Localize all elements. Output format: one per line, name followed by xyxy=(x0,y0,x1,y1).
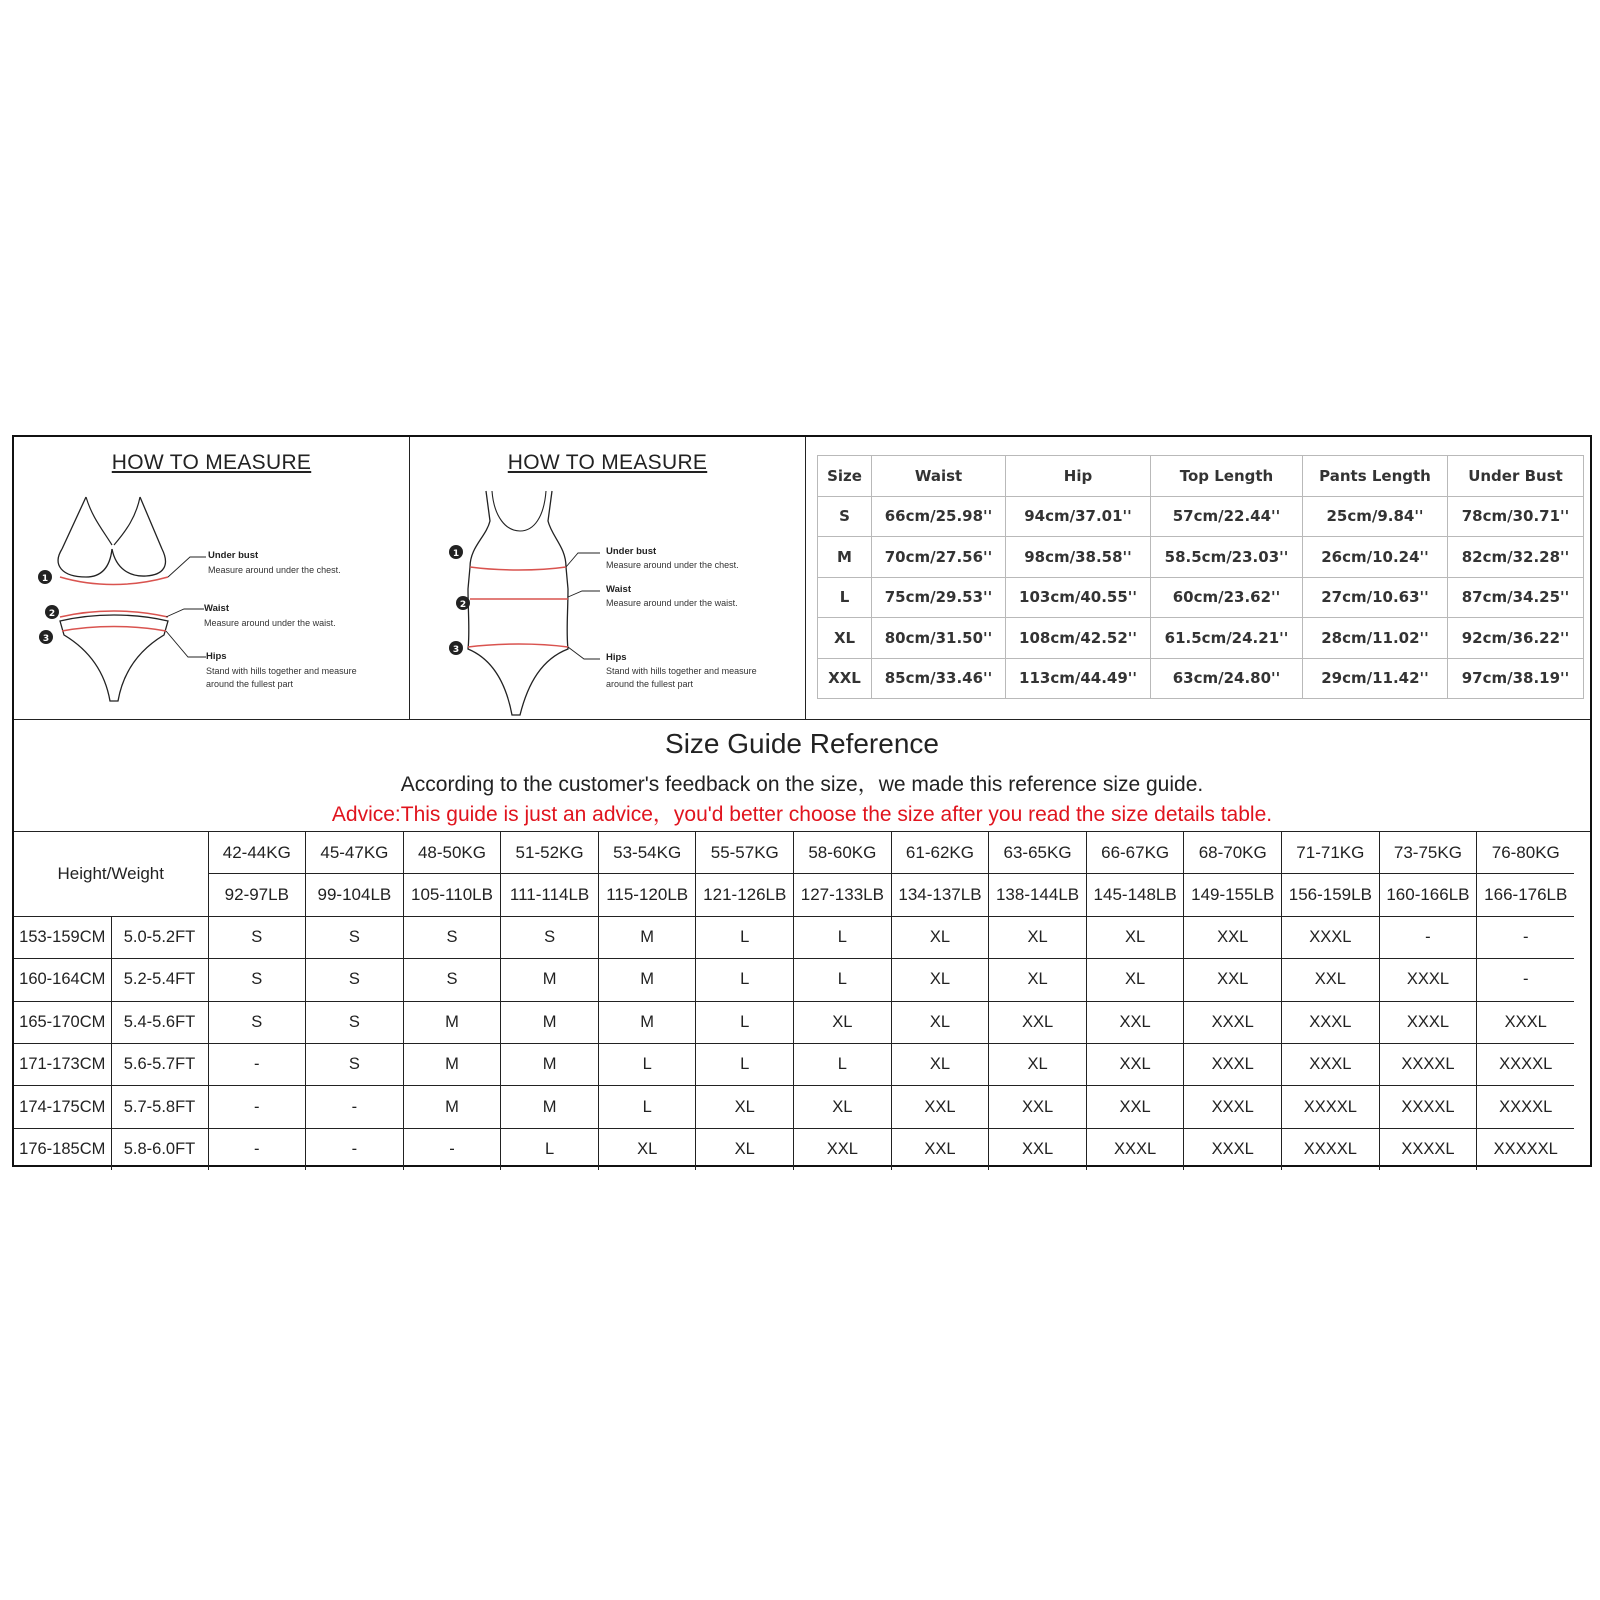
measurement-cell: 98cm/38.58'' xyxy=(1006,537,1151,578)
height-cm-cell: 153-159CM xyxy=(14,916,111,958)
size-table-header xyxy=(818,456,1584,497)
under-bust-desc: Measure around under the chest. xyxy=(606,560,739,570)
recommended-size-cell: XXXL xyxy=(1184,1001,1282,1043)
recommended-size-cell: L xyxy=(696,959,794,1001)
recommended-size-cell: XXXL xyxy=(1477,1001,1575,1043)
header-size: Size xyxy=(818,456,872,497)
measurement-cell: 61.5cm/24.21'' xyxy=(1151,618,1303,659)
measurement-cell: 82cm/32.28'' xyxy=(1448,537,1584,578)
recommended-size-cell: S xyxy=(208,1001,306,1043)
height-cm-cell: 171-173CM xyxy=(14,1043,111,1085)
under-bust-label: Under bust xyxy=(208,550,259,561)
recommended-size-cell: - xyxy=(208,1043,306,1085)
measurement-cell: 78cm/30.71'' xyxy=(1448,496,1584,537)
recommended-size-cell: XXL xyxy=(989,1128,1087,1170)
size-row xyxy=(818,577,1584,618)
weight-lb-cell: 92-97LB xyxy=(208,874,306,916)
under-bust-desc: Measure around under the chest. xyxy=(208,565,341,575)
recommended-size-cell: XL xyxy=(598,1128,696,1170)
svg-text:2: 2 xyxy=(459,600,467,610)
hips-label: Hips xyxy=(206,651,227,662)
recommended-size-cell: S xyxy=(403,916,501,958)
hips-desc: Stand with hills together and measure around the fullest part xyxy=(606,666,757,689)
weight-lb-cell: 138-144LB xyxy=(989,874,1087,916)
weight-lb-cell: 99-104LB xyxy=(306,874,404,916)
svg-text:1: 1 xyxy=(41,574,49,584)
recommended-size-cell: - xyxy=(306,1128,404,1170)
recommended-size-cell: XXL xyxy=(891,1128,989,1170)
weight-kg-cell: 48-50KG xyxy=(403,832,501,874)
recommended-size-cell: XL xyxy=(696,1086,794,1128)
recommended-size-cell: M xyxy=(598,1001,696,1043)
measurement-cell: 87cm/34.25'' xyxy=(1448,577,1584,618)
measurement-cell: 75cm/29.53'' xyxy=(872,577,1006,618)
recommended-size-cell: XXXXXL xyxy=(1477,1128,1575,1170)
height-row xyxy=(14,1001,1574,1043)
recommended-size-cell: XXXXL xyxy=(1379,1086,1477,1128)
weight-lb-row xyxy=(14,874,1574,916)
weight-kg-cell: 55-57KG xyxy=(696,832,794,874)
height-ft-cell: 5.8-6.0FT xyxy=(111,1128,208,1170)
recommended-size-cell: XXXXL xyxy=(1477,1043,1575,1085)
recommended-size-cell: XL xyxy=(891,1043,989,1085)
recommended-size-cell: S xyxy=(306,916,404,958)
weight-kg-cell: 63-65KG xyxy=(989,832,1087,874)
size-measurements-panel xyxy=(806,437,1592,719)
header-top-length: Top Length xyxy=(1151,456,1303,497)
height-ft-cell: 5.7-5.8FT xyxy=(111,1086,208,1128)
measurement-cell: 26cm/10.24'' xyxy=(1303,537,1448,578)
height-cm-cell: 176-185CM xyxy=(14,1128,111,1170)
weight-lb-cell: 121-126LB xyxy=(696,874,794,916)
recommended-size-cell: XXL xyxy=(1184,916,1282,958)
how-to-measure-bikini-panel xyxy=(14,437,410,719)
measurement-cell: 25cm/9.84'' xyxy=(1303,496,1448,537)
height-row xyxy=(14,1128,1574,1170)
header-waist: Waist xyxy=(872,456,1006,497)
recommended-size-cell: M xyxy=(501,1043,599,1085)
measurement-cell: 58.5cm/23.03'' xyxy=(1151,537,1303,578)
weight-lb-cell: 105-110LB xyxy=(403,874,501,916)
recommended-size-cell: L xyxy=(501,1128,599,1170)
measurement-cell: 92cm/36.22'' xyxy=(1448,618,1584,659)
recommended-size-cell: XL xyxy=(794,1001,892,1043)
height-weight-label: Height/Weight xyxy=(14,832,208,916)
measurement-cell: 108cm/42.52'' xyxy=(1006,618,1151,659)
recommended-size-cell: XXXXL xyxy=(1379,1043,1477,1085)
recommended-size-cell: M xyxy=(403,1086,501,1128)
recommended-size-cell: S xyxy=(306,1043,404,1085)
recommended-size-cell: - xyxy=(1379,916,1477,958)
waist-label: Waist xyxy=(606,584,631,595)
weight-kg-cell: 68-70KG xyxy=(1184,832,1282,874)
weight-kg-cell: 73-75KG xyxy=(1379,832,1477,874)
svg-text:3: 3 xyxy=(452,645,460,655)
height-ft-cell: 5.2-5.4FT xyxy=(111,959,208,1001)
header-under-bust: Under Bust xyxy=(1448,456,1584,497)
svg-text:3: 3 xyxy=(42,634,50,644)
recommended-size-cell: XL xyxy=(891,916,989,958)
recommended-size-cell: XXXL xyxy=(1379,1001,1477,1043)
recommended-size-cell: L xyxy=(794,959,892,1001)
measurement-cell: 57cm/22.44'' xyxy=(1151,496,1303,537)
recommended-size-cell: M xyxy=(501,959,599,1001)
recommended-size-cell: L xyxy=(696,1001,794,1043)
recommended-size-cell: M xyxy=(501,1086,599,1128)
how-to-measure-title: HOW TO MEASURE xyxy=(507,451,708,474)
recommended-size-cell: XXXXL xyxy=(1477,1086,1575,1128)
size-row xyxy=(818,496,1584,537)
under-bust-label: Under bust xyxy=(606,546,657,557)
recommended-size-cell: XXXL xyxy=(1282,1043,1380,1085)
height-ft-cell: 5.4-5.6FT xyxy=(111,1001,208,1043)
size-guide-advice: Advice:This guide is just an advice，you'd better choose the size after you read the size details table. xyxy=(331,803,1273,826)
hips-desc: Stand with hills together and measure around the fullest part xyxy=(206,666,357,689)
recommended-size-cell: - xyxy=(1477,916,1575,958)
weight-kg-cell: 66-67KG xyxy=(1086,832,1184,874)
recommended-size-cell: XXXL xyxy=(1379,959,1477,1001)
recommended-size-cell: S xyxy=(501,916,599,958)
recommended-size-cell: XXXL xyxy=(1282,1001,1380,1043)
height-cm-cell: 174-175CM xyxy=(14,1086,111,1128)
height-ft-cell: 5.0-5.2FT xyxy=(111,916,208,958)
recommended-size-cell: XXL xyxy=(989,1001,1087,1043)
measurement-cell: 28cm/11.02'' xyxy=(1303,618,1448,659)
height-ft-cell: 5.6-5.7FT xyxy=(111,1043,208,1085)
measurement-cell: 63cm/24.80'' xyxy=(1151,658,1303,699)
recommended-size-cell: XXL xyxy=(1184,959,1282,1001)
measurement-cell: 27cm/10.63'' xyxy=(1303,577,1448,618)
weight-lb-cell: 149-155LB xyxy=(1184,874,1282,916)
recommended-size-cell: XXXL xyxy=(1086,1128,1184,1170)
measurement-cell: 103cm/40.55'' xyxy=(1006,577,1151,618)
measurement-cell: 94cm/37.01'' xyxy=(1006,496,1151,537)
recommended-size-cell: XL xyxy=(989,1043,1087,1085)
measurement-cell: 60cm/23.62'' xyxy=(1151,577,1303,618)
measurement-cell: 70cm/27.56'' xyxy=(872,537,1006,578)
height-row xyxy=(14,916,1574,958)
weight-kg-cell: 58-60KG xyxy=(794,832,892,874)
recommended-size-cell: L xyxy=(598,1043,696,1085)
measurement-cell: 113cm/44.49'' xyxy=(1006,658,1151,699)
height-row xyxy=(14,959,1574,1001)
recommended-size-cell: XXXL xyxy=(1184,1086,1282,1128)
waist-desc: Measure around under the waist. xyxy=(606,598,738,608)
recommended-size-cell: XL xyxy=(1086,959,1184,1001)
recommended-size-cell: XXXL xyxy=(1282,916,1380,958)
weight-lb-cell: 160-166LB xyxy=(1379,874,1477,916)
recommended-size-cell: XXXXL xyxy=(1282,1086,1380,1128)
recommended-size-cell: L xyxy=(696,1043,794,1085)
measurement-cell: 97cm/38.19'' xyxy=(1448,658,1584,699)
size-label-cell: XL xyxy=(818,618,872,659)
weight-lb-cell: 111-114LB xyxy=(501,874,599,916)
weight-lb-cell: 166-176LB xyxy=(1477,874,1575,916)
weight-lb-cell: 134-137LB xyxy=(891,874,989,916)
recommended-size-cell: S xyxy=(208,916,306,958)
height-row xyxy=(14,1086,1574,1128)
recommended-size-cell: - xyxy=(306,1086,404,1128)
recommended-size-cell: XXXXL xyxy=(1379,1128,1477,1170)
recommended-size-cell: M xyxy=(403,1001,501,1043)
waist-label: Waist xyxy=(204,603,229,614)
size-label-cell: M xyxy=(818,537,872,578)
recommended-size-cell: L xyxy=(696,916,794,958)
size-measurements-table xyxy=(817,455,1584,699)
recommended-size-cell: XXXL xyxy=(1184,1128,1282,1170)
recommended-size-cell: S xyxy=(306,1001,404,1043)
weight-kg-cell: 45-47KG xyxy=(306,832,404,874)
recommended-size-cell: XXL xyxy=(1086,1086,1184,1128)
how-to-measure-onepiece-panel xyxy=(410,437,806,719)
size-row xyxy=(818,618,1584,659)
header-hip: Hip xyxy=(1006,456,1151,497)
measurement-cell: 80cm/31.50'' xyxy=(872,618,1006,659)
weight-lb-cell: 127-133LB xyxy=(794,874,892,916)
svg-text:1: 1 xyxy=(452,549,460,559)
svg-text:2: 2 xyxy=(48,609,56,619)
recommended-size-cell: XL xyxy=(891,1001,989,1043)
recommended-size-cell: L xyxy=(794,1043,892,1085)
size-guide-reference-section xyxy=(14,719,1590,832)
recommended-size-cell: S xyxy=(306,959,404,1001)
height-cm-cell: 160-164CM xyxy=(14,959,111,1001)
recommended-size-cell: XL xyxy=(1086,916,1184,958)
recommended-size-cell: XXXL xyxy=(1184,1043,1282,1085)
recommended-size-cell: XL xyxy=(696,1128,794,1170)
recommended-size-cell: - xyxy=(208,1128,306,1170)
weight-kg-cell: 51-52KG xyxy=(501,832,599,874)
recommended-size-cell: M xyxy=(403,1043,501,1085)
size-guide-description: According to the customer's feedback on the size，we made this reference size guide. xyxy=(400,773,1204,796)
size-row xyxy=(818,537,1584,578)
recommended-size-cell: - xyxy=(1477,959,1575,1001)
header-pants-length: Pants Length xyxy=(1303,456,1448,497)
size-guide-title: Size Guide Reference xyxy=(665,728,939,759)
recommended-size-cell: XXL xyxy=(891,1086,989,1128)
weight-kg-cell: 71-71KG xyxy=(1282,832,1380,874)
waist-desc: Measure around under the waist. xyxy=(204,618,336,628)
recommended-size-cell: XXL xyxy=(989,1086,1087,1128)
hips-label: Hips xyxy=(606,652,627,663)
recommended-size-cell: XXXXL xyxy=(1282,1128,1380,1170)
weight-kg-cell: 61-62KG xyxy=(891,832,989,874)
recommended-size-cell: S xyxy=(403,959,501,1001)
weight-lb-cell: 115-120LB xyxy=(598,874,696,916)
height-row xyxy=(14,1043,1574,1085)
recommended-size-cell: XXL xyxy=(1086,1043,1184,1085)
measurement-cell: 85cm/33.46'' xyxy=(872,658,1006,699)
recommended-size-cell: XL xyxy=(989,916,1087,958)
measurement-cell: 66cm/25.98'' xyxy=(872,496,1006,537)
how-to-measure-title: HOW TO MEASURE xyxy=(111,451,312,474)
recommended-size-cell: M xyxy=(501,1001,599,1043)
size-label-cell: L xyxy=(818,577,872,618)
recommended-size-cell: M xyxy=(598,959,696,1001)
weight-lb-cell: 156-159LB xyxy=(1282,874,1380,916)
size-label-cell: S xyxy=(818,496,872,537)
height-cm-cell: 165-170CM xyxy=(14,1001,111,1043)
recommended-size-cell: XXL xyxy=(794,1128,892,1170)
weight-kg-row xyxy=(14,832,1574,874)
weight-lb-cell: 145-148LB xyxy=(1086,874,1184,916)
weight-kg-cell: 42-44KG xyxy=(208,832,306,874)
size-label-cell: XXL xyxy=(818,658,872,699)
height-weight-reference-table xyxy=(14,832,1574,1170)
recommended-size-cell: XXL xyxy=(1282,959,1380,1001)
measurement-cell: 29cm/11.42'' xyxy=(1303,658,1448,699)
weight-kg-cell: 53-54KG xyxy=(598,832,696,874)
recommended-size-cell: XXL xyxy=(1086,1001,1184,1043)
recommended-size-cell: L xyxy=(794,916,892,958)
recommended-size-cell: S xyxy=(208,959,306,1001)
size-row xyxy=(818,658,1584,699)
recommended-size-cell: XL xyxy=(989,959,1087,1001)
recommended-size-cell: XL xyxy=(891,959,989,1001)
recommended-size-cell: XL xyxy=(794,1086,892,1128)
recommended-size-cell: - xyxy=(208,1086,306,1128)
recommended-size-cell: - xyxy=(403,1128,501,1170)
recommended-size-cell: M xyxy=(598,916,696,958)
size-chart-frame xyxy=(12,435,1592,1167)
recommended-size-cell: L xyxy=(598,1086,696,1128)
weight-kg-cell: 76-80KG xyxy=(1477,832,1575,874)
